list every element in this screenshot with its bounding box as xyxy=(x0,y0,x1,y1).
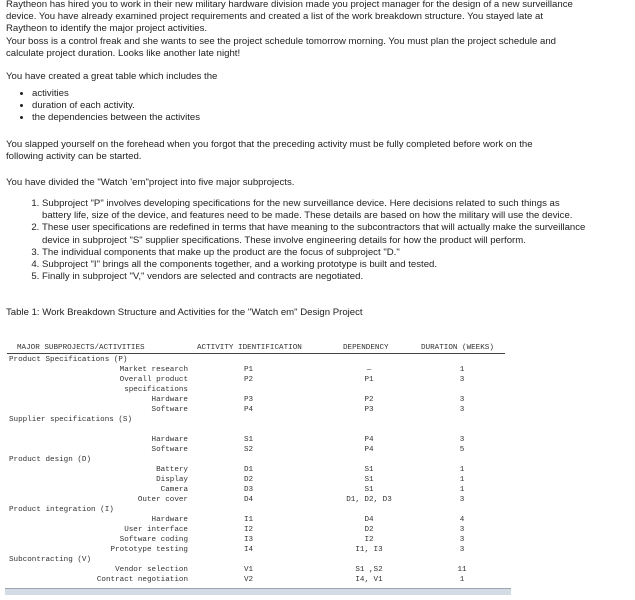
activity-id: D2 xyxy=(244,476,254,484)
subproject-list xyxy=(6,198,635,283)
table-row xyxy=(7,565,505,575)
duration-value: 3 xyxy=(459,496,465,504)
activity-id: I3 xyxy=(244,536,254,544)
dependency-value: S1 xyxy=(364,486,374,494)
activity-id: I4 xyxy=(244,546,254,554)
subproject-step xyxy=(42,247,635,259)
activity-name: Overall product xyxy=(119,376,188,384)
duration-value: 1 xyxy=(459,466,465,474)
subproject-step xyxy=(42,271,635,283)
table-group-row xyxy=(7,555,505,565)
activity-name: Display xyxy=(156,476,188,484)
table-row xyxy=(7,575,505,585)
text-line: You slapped yourself on the forehead when you forgot that the preceding activity must be fully completed before work on the xyxy=(6,139,533,150)
subproject-step xyxy=(42,259,635,271)
subproject-name: Product integration (I) xyxy=(9,506,114,514)
step-line: 4. Subproject "I" brings all the components together, and a working prototype is built and tested. xyxy=(42,259,438,271)
activity-id: S1 xyxy=(244,436,254,444)
activity-id: D3 xyxy=(244,486,254,494)
activity-name: Battery xyxy=(156,466,188,474)
dependency-value: P4 xyxy=(364,436,374,444)
text-line: following activity can be started. xyxy=(6,151,142,163)
subproject-name: Supplier specifications (S) xyxy=(9,416,133,424)
wbs-table xyxy=(7,341,508,592)
dependency-paragraph xyxy=(6,139,533,163)
step-line: 2. These user specifications are redefined in terms that have meaning to the subcontractors that will actually make the surveillance xyxy=(42,222,586,234)
table-row xyxy=(7,475,505,485)
table-row xyxy=(7,385,505,395)
step-line: 1. Subproject "P" involves developing specifications for the new surveillance device. Here decisions related to such things as xyxy=(42,198,560,209)
table-row xyxy=(7,485,505,495)
dependency-value: I4, V1 xyxy=(355,576,383,584)
step-line: 3. The individual components that make up the product are the focus of subproject "D." xyxy=(42,246,400,258)
activity-name: Hardware xyxy=(151,396,188,404)
duration-value: 4 xyxy=(459,516,465,524)
subproject-step xyxy=(42,198,635,222)
activity-name: Vendor selection xyxy=(115,566,188,574)
table-row xyxy=(7,495,505,505)
dependency-value: I2 xyxy=(364,536,374,544)
text-line: Raytheon to identify the major project activities. xyxy=(6,23,208,35)
duration-value: 5 xyxy=(459,446,465,454)
header-activities: MAJOR SUBPROJECTS/ACTIVITIES xyxy=(17,344,145,352)
activity-name: Software xyxy=(151,406,188,414)
activity-name: Software xyxy=(151,446,188,454)
activity-name: Outer cover xyxy=(137,496,188,504)
table-row xyxy=(7,515,505,525)
table-group-row xyxy=(7,355,505,365)
duration-value: 3 xyxy=(459,526,465,534)
activity-name: Camera xyxy=(160,486,188,494)
activity-id: P2 xyxy=(244,376,254,384)
duration-value: 3 xyxy=(459,536,465,544)
table-row xyxy=(7,375,505,385)
dependency-value: S1 ,S2 xyxy=(355,566,383,574)
feature-list-item: • activities xyxy=(32,88,200,100)
table-group-row xyxy=(7,455,505,465)
table-row xyxy=(7,395,505,405)
duration-value: 1 xyxy=(459,366,465,374)
duration-value: 3 xyxy=(459,436,465,444)
text-line: calculate project duration. Looks like another late night! xyxy=(6,47,241,59)
table-row xyxy=(7,365,505,375)
subproject-name: Subcontracting (V) xyxy=(9,556,92,564)
table-group-row xyxy=(7,505,505,515)
activity-id: V1 xyxy=(244,566,254,574)
dependency-value: D2 xyxy=(364,526,374,534)
dependency-value: S1 xyxy=(364,476,374,484)
table-group-row xyxy=(7,415,505,425)
dependency-value: D1, D2, D3 xyxy=(346,496,392,504)
feature-list-item: • duration of each activity. xyxy=(32,100,200,112)
step-line: 5. Finally in subproject "V," vendors are selected and contracts are negotiated. xyxy=(42,271,364,283)
activity-id: D4 xyxy=(244,496,254,504)
feature-list-item: • the dependencies between the activites xyxy=(32,112,200,124)
dependency-value: — xyxy=(366,366,372,374)
dependency-value: P3 xyxy=(364,406,374,414)
header-activity-id: ACTIVITY IDENTIFICATION xyxy=(197,344,302,352)
duration-value: 3 xyxy=(459,396,465,404)
duration-value: 1 xyxy=(459,476,465,484)
text-line: Your boss is a control freak and she wants to see the project schedule tomorrow morning. You must plan the project schedule and xyxy=(6,35,557,47)
activity-id: S2 xyxy=(244,446,254,454)
activity-name: Contract negotiation xyxy=(96,576,188,584)
subprojects-paragraph: You have divided the "Watch 'em"project into five major subprojects. xyxy=(6,177,295,188)
feature-list xyxy=(6,88,200,125)
duration-value: 1 xyxy=(459,486,465,494)
table-caption: Table 1: Work Breakdown Structure and Activities for the "Watch em" Design Project xyxy=(6,307,363,318)
dependency-value: D4 xyxy=(364,516,374,524)
dependency-value: S1 xyxy=(364,466,374,474)
activity-id: I2 xyxy=(244,526,254,534)
table-row xyxy=(7,525,505,535)
table-row xyxy=(7,545,505,555)
table-row xyxy=(7,435,505,445)
activity-id: I1 xyxy=(244,516,254,524)
activity-name: Hardware xyxy=(151,516,188,524)
table-row xyxy=(7,465,505,475)
activity-id: P4 xyxy=(244,406,254,414)
table-row xyxy=(7,445,505,455)
activity-name: specifications xyxy=(124,386,188,394)
table-intro-paragraph: You have created a great table which includes the xyxy=(6,71,218,82)
subproject-step xyxy=(42,222,635,246)
dependency-value: P1 xyxy=(364,376,374,384)
table-bottom-bar xyxy=(5,588,511,595)
activity-id: P3 xyxy=(244,396,254,404)
step-line: device in subproject "S" supplier specifications. These involve engineering details for how the product will perform. xyxy=(42,234,526,246)
header-dependency: DEPENDENCY xyxy=(343,344,389,352)
subproject-name: Product design (D) xyxy=(9,456,92,464)
dependency-value: P2 xyxy=(364,396,374,404)
table-row xyxy=(7,535,505,545)
activity-id: D1 xyxy=(244,466,254,474)
header-duration: DURATION (WEEKS) xyxy=(421,344,494,352)
subproject-name: Product Specifications (P) xyxy=(9,356,128,364)
duration-value: 3 xyxy=(459,406,465,414)
duration-value: 3 xyxy=(459,546,465,554)
table-row xyxy=(7,405,505,415)
dependency-value: P4 xyxy=(364,446,374,454)
activity-name: Market research xyxy=(119,366,188,374)
duration-value: 11 xyxy=(457,566,467,574)
duration-value: 1 xyxy=(459,576,465,584)
header-divider xyxy=(7,353,505,354)
activity-name: User interface xyxy=(124,526,188,534)
activity-id: V2 xyxy=(244,576,254,584)
activity-name: Prototype testing xyxy=(110,546,188,554)
step-line: battery life, size of the device, and features need to be made. These details are based on how the military will use the device. xyxy=(42,210,573,222)
dependency-value: I1, I3 xyxy=(355,546,383,554)
activity-name: Hardware xyxy=(151,436,188,444)
duration-value: 3 xyxy=(459,376,465,384)
activity-name: Software coding xyxy=(119,536,188,544)
intro-paragraph xyxy=(6,0,573,60)
activity-id: P1 xyxy=(244,366,254,374)
text-line: Raytheon has hired you to work in their new military hardware division made you project manager for the design of a new surveillance xyxy=(6,0,573,10)
text-line: device. You have already examined project requirements and created a list of the work breakdown structure. You stayed late at xyxy=(6,11,544,23)
table-row xyxy=(7,425,505,435)
